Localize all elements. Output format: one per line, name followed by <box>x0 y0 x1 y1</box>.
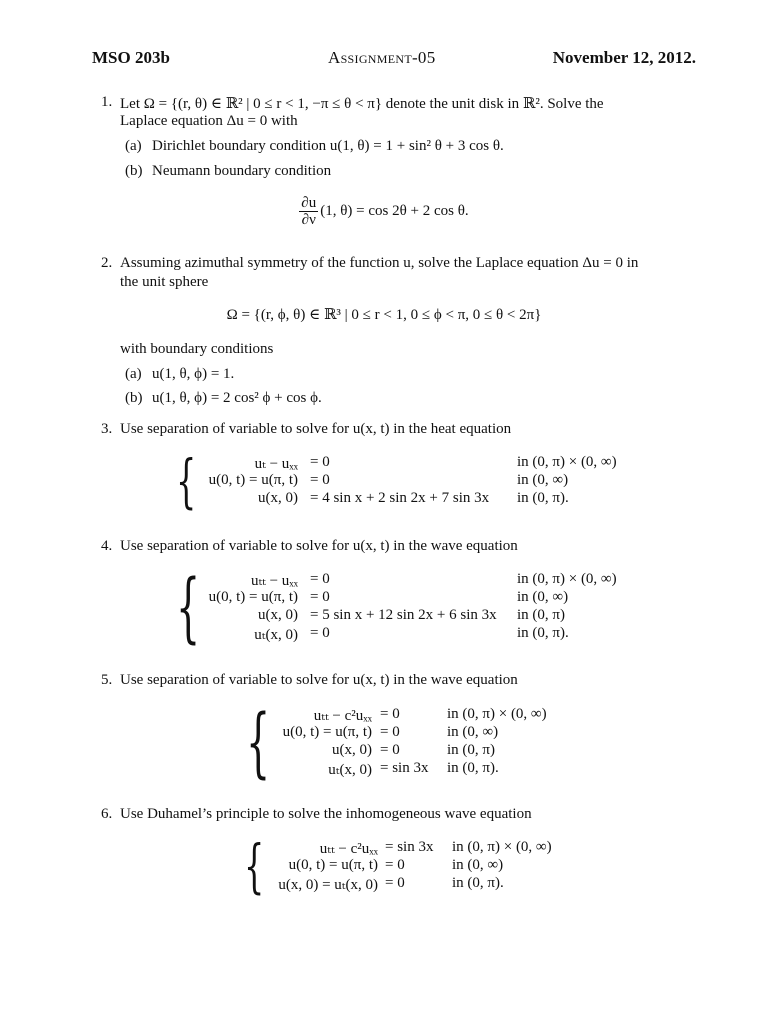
system-lhs: uₜ(x, 0) <box>254 627 298 643</box>
problem-5-number: 5. <box>101 672 113 688</box>
system-domain: in (0, ∞) <box>517 472 569 488</box>
assignment-date: November 12, 2012. <box>552 48 696 67</box>
system-rhs: = 0 <box>380 724 400 740</box>
system-domain: in (0, π) × (0, ∞) <box>517 454 617 470</box>
problem-1-part-b-text: Neumann boundary condition <box>152 163 332 179</box>
page-header <box>92 48 696 72</box>
system-domain: in (0, π) <box>517 607 565 623</box>
problem-4-number: 4. <box>101 538 113 554</box>
neumann-rhs: (1, θ) = cos 2θ + 2 cos θ. <box>320 202 469 219</box>
system-rhs: = sin 3x <box>380 760 429 776</box>
system-domain: in (0, ∞) <box>517 589 569 605</box>
brace-icon: { <box>176 562 201 651</box>
problem-3-system <box>176 447 636 515</box>
system-rhs: = 0 <box>310 589 330 605</box>
problem-6-number: 6. <box>101 806 113 822</box>
problem-3-text: Use separation of variable to solve for u(x, t) in the heat equation <box>120 421 512 437</box>
problem-1-line-2: Laplace equation Δu = 0 with <box>120 113 298 129</box>
problem-2-domain-equation: Ω = {(r, ϕ, θ) ∈ ℝ³ | 0 ≤ r < 1, 0 ≤ ϕ < π, 0 ≤ θ < 2π} <box>226 307 542 323</box>
assignment-title: Assignment-05 <box>328 48 436 67</box>
system-lhs: u(0, t) = u(π, t) <box>208 472 298 488</box>
system-lhs: uₜₜ − uₓₓ <box>250 573 298 589</box>
system-lhs: uₜ − uₓₓ <box>254 456 298 472</box>
problem-2-number: 2. <box>101 255 113 271</box>
system-rhs: = 0 <box>385 857 405 873</box>
problem-2-after-text: with boundary conditions <box>120 341 274 357</box>
system-domain: in (0, π). <box>517 625 569 641</box>
system-domain: in (0, π). <box>452 875 504 891</box>
system-rhs: = 4 sin x + 2 sin 2x + 7 sin 3x <box>310 490 490 506</box>
course-code: MSO 203b <box>92 48 170 67</box>
problem-6-system <box>244 832 574 900</box>
system-domain: in (0, π) × (0, ∞) <box>517 571 617 587</box>
system-domain: in (0, π) × (0, ∞) <box>452 839 552 855</box>
problem-1-part-b-label: (b) <box>125 163 143 179</box>
partial-derivative-fraction <box>299 195 318 228</box>
problem-6-text: Use Duhamel’s principle to solve the inhomogeneous wave equation <box>120 806 532 822</box>
system-rhs: = 5 sin x + 12 sin 2x + 6 sin 3x <box>310 607 497 623</box>
system-domain: in (0, ∞) <box>452 857 504 873</box>
problem-4-text: Use separation of variable to solve for u(x, t) in the wave equation <box>120 538 518 554</box>
problem-2-line-2: the unit sphere <box>120 274 209 290</box>
system-domain: in (0, π) <box>447 742 495 758</box>
system-domain: in (0, ∞) <box>447 724 499 740</box>
problem-2-part-b-text: u(1, θ, ϕ) = 2 cos² ϕ + cos ϕ. <box>152 390 322 406</box>
brace-icon: { <box>176 447 197 515</box>
system-lhs: u(x, 0) = uₜ(x, 0) <box>278 877 378 893</box>
problem-1-line-1: Let Ω = {(r, θ) ∈ ℝ² | 0 ≤ r < 1, −π ≤ θ < π} denote the unit disk in ℝ². Solve the <box>120 96 604 112</box>
problem-3-number: 3. <box>101 421 113 437</box>
problem-2-part-a-label: (a) <box>125 366 142 382</box>
system-rhs: = 0 <box>380 742 400 758</box>
system-lhs: u(x, 0) <box>258 607 298 623</box>
problem-1-part-a-label: (a) <box>125 138 142 154</box>
problem-2-line-1: Assuming azimuthal symmetry of the function u, solve the Laplace equation Δu = 0 in <box>120 255 639 271</box>
system-rhs: = 0 <box>310 571 330 587</box>
system-lhs: u(0, t) = u(π, t) <box>288 857 378 873</box>
system-lhs: u(x, 0) <box>332 742 372 758</box>
fraction-denominator: ∂ν <box>301 212 316 228</box>
system-lhs: uₜₜ − c²uₓₓ <box>313 708 372 724</box>
system-rhs: = 0 <box>380 706 400 722</box>
fraction-numerator: ∂u <box>301 195 317 211</box>
problem-2-part-a-text: u(1, θ, ϕ) = 1. <box>152 366 235 382</box>
system-lhs: u(x, 0) <box>258 490 298 506</box>
brace-icon: { <box>246 697 271 786</box>
system-rhs: = 0 <box>385 875 405 891</box>
system-rhs: = 0 <box>310 472 330 488</box>
system-domain: in (0, π). <box>447 760 499 776</box>
system-rhs: = 0 <box>310 454 330 470</box>
problem-1-part-a-text: Dirichlet boundary condition u(1, θ) = 1 + sin² θ + 3 cos θ. <box>152 138 504 154</box>
system-domain: in (0, π) × (0, ∞) <box>447 706 547 722</box>
system-lhs: u(0, t) = u(π, t) <box>282 724 372 740</box>
brace-icon: { <box>244 832 265 900</box>
system-domain: in (0, π). <box>517 490 569 506</box>
problem-1-number: 1. <box>101 94 113 110</box>
problem-5-text: Use separation of variable to solve for u(x, t) in the wave equation <box>120 672 518 688</box>
system-lhs: uₜₜ − c²uₓₓ <box>319 841 378 857</box>
system-rhs: = 0 <box>310 625 330 641</box>
system-lhs: u(0, t) = u(π, t) <box>208 589 298 605</box>
problem-2-part-b-label: (b) <box>125 390 143 406</box>
problem-1-neumann-equation <box>0 195 768 228</box>
problem-5-system <box>246 697 566 786</box>
system-rhs: = sin 3x <box>385 839 434 855</box>
problem-4-system <box>176 562 636 651</box>
system-lhs: uₜ(x, 0) <box>328 762 372 778</box>
